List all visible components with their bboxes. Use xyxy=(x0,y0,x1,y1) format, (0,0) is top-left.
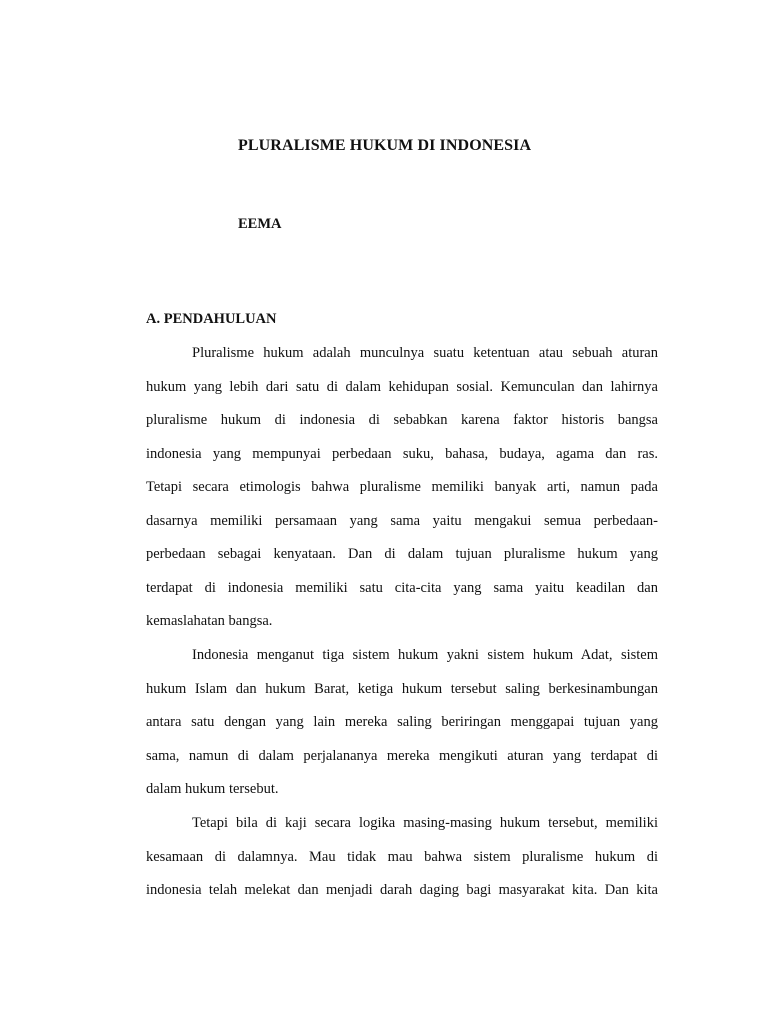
paragraph-line: sama, namun di dalam perjalananya mereka mengikuti aturan yang terdapat di xyxy=(146,747,658,764)
paragraph-line: dasarnya memiliki persamaan yang sama yaitu mengakui semua perbedaan- xyxy=(146,512,658,529)
paragraph-line: hukum yang lebih dari satu di dalam kehidupan sosial. Kemunculan dan lahirnya xyxy=(146,378,658,395)
paragraph-line: kemaslahatan bangsa. xyxy=(146,613,273,629)
paragraph-1 xyxy=(146,337,658,639)
paragraph-3 xyxy=(146,807,658,908)
document-title: PLURALISME HUKUM DI INDONESIA xyxy=(238,137,532,154)
paragraph-line: kesamaan di dalamnya. Mau tidak mau bahwa sistem pluralisme hukum di xyxy=(146,848,658,865)
paragraph-line: pluralisme hukum di indonesia di sebabkan karena faktor historis bangsa xyxy=(146,412,658,428)
paragraph-line: indonesia yang mempunyai perbedaan suku, bahasa, budaya, agama dan ras. xyxy=(146,445,658,462)
paragraph-line: dalam hukum tersebut. xyxy=(146,781,279,797)
document-author: EEMA xyxy=(238,216,282,232)
paragraph-line: Tetapi secara etimologis bahwa pluralisme memiliki banyak arti, namun pada xyxy=(146,479,658,495)
paragraph-line: Pluralisme hukum adalah munculnya suatu ketentuan atau sebuah aturan xyxy=(192,345,658,361)
paragraph-2 xyxy=(146,639,658,807)
paragraph-line: Tetapi bila di kaji secara logika masing-masing hukum tersebut, memiliki xyxy=(192,815,658,831)
section-heading: A. PENDAHULUAN xyxy=(146,311,277,327)
paragraph-line: Indonesia menganut tiga sistem hukum yakni sistem hukum Adat, sistem xyxy=(192,647,658,663)
paragraph-line: terdapat di indonesia memiliki satu cita-cita yang sama yaitu keadilan dan xyxy=(146,579,658,596)
paragraph-line: hukum Islam dan hukum Barat, ketiga hukum tersebut saling berkesinambungan xyxy=(146,680,658,697)
paragraph-line: indonesia telah melekat dan menjadi darah daging bagi masyarakat kita. Dan kita xyxy=(146,882,658,898)
paragraph-line: perbedaan sebagai kenyataan. Dan di dalam tujuan pluralisme hukum yang xyxy=(146,546,658,562)
paragraph-line: antara satu dengan yang lain mereka saling beriringan menggapai tujuan yang xyxy=(146,714,658,730)
